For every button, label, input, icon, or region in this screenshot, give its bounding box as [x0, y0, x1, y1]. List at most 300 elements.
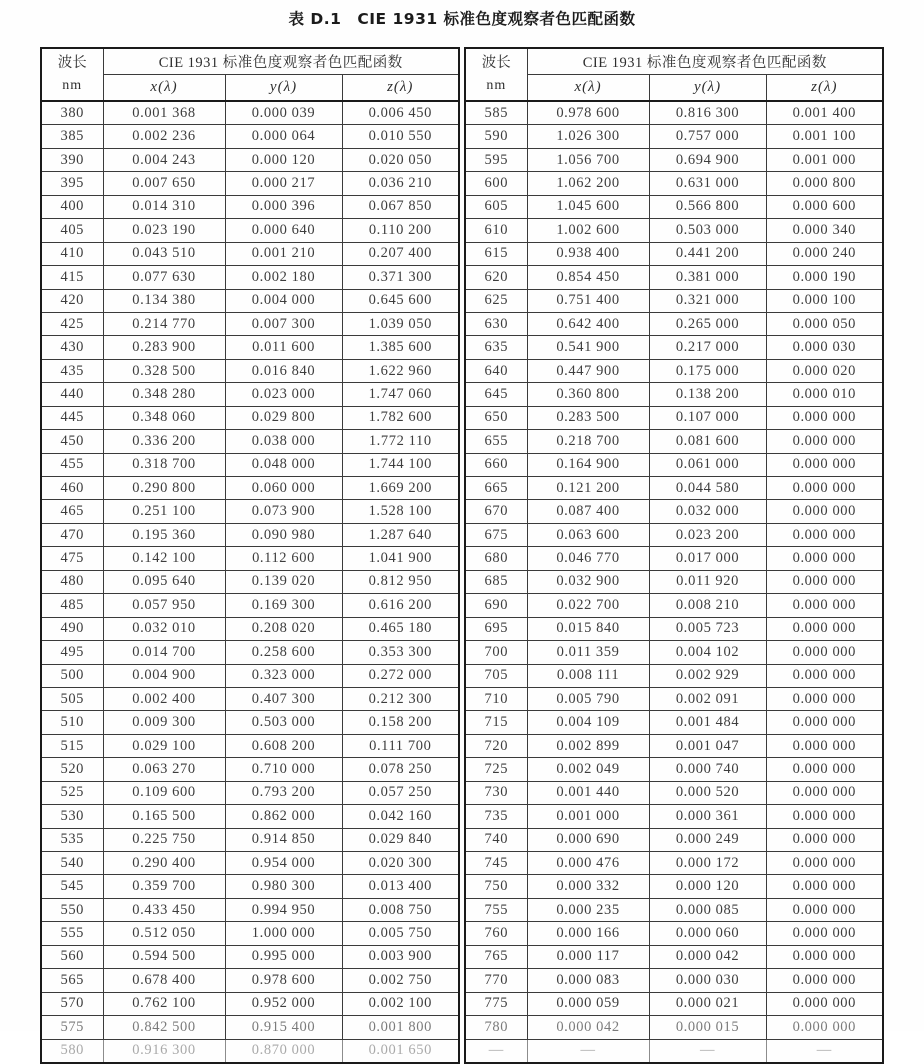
table-row: [465, 242, 883, 265]
value-cell: 0.044 580: [649, 477, 766, 500]
value-cell: 0.541 900: [527, 336, 649, 359]
table-row: [465, 125, 883, 148]
value-cell: 0.195 360: [103, 523, 225, 546]
wavelength-cell: 720: [465, 734, 527, 757]
value-cell: 0.251 100: [103, 500, 225, 523]
value-cell: 0.004 900: [103, 664, 225, 687]
value-cell: 0.020 300: [342, 852, 459, 875]
value-cell: 0.000 690: [527, 828, 649, 851]
table-row: [41, 781, 459, 804]
wavelength-label: 波长: [57, 55, 87, 72]
wavelength-cell: 755: [465, 898, 527, 921]
table-row: [41, 922, 459, 945]
table-row: [41, 406, 459, 429]
value-cell: 0.381 000: [649, 266, 766, 289]
value-cell: 0.000 000: [766, 547, 883, 570]
wavelength-cell: 580: [41, 1039, 103, 1063]
value-cell: 0.000 240: [766, 242, 883, 265]
value-cell: 0.000 120: [225, 148, 342, 171]
value-cell: 0.000 050: [766, 312, 883, 335]
value-cell: 0.000 249: [649, 828, 766, 851]
table-row: [465, 875, 883, 898]
table-row: [41, 219, 459, 242]
wavelength-cell: 540: [41, 852, 103, 875]
x-lambda-header: x(λ): [527, 75, 649, 102]
value-cell: 0.000 190: [766, 266, 883, 289]
value-cell: 0.360 800: [527, 383, 649, 406]
wavelength-cell: 510: [41, 711, 103, 734]
value-cell: 1.026 300: [527, 125, 649, 148]
wavelength-cell: 560: [41, 945, 103, 968]
value-cell: 0.000 000: [766, 922, 883, 945]
table-row: [41, 312, 459, 335]
table-row: [465, 148, 883, 171]
table-row: [41, 641, 459, 664]
value-cell: 0.001 400: [766, 101, 883, 125]
value-cell: 0.023 200: [649, 523, 766, 546]
table-row: [41, 477, 459, 500]
value-cell: 1.287 640: [342, 523, 459, 546]
value-cell: 0.594 500: [103, 945, 225, 968]
wavelength-cell: 770: [465, 969, 527, 992]
value-cell: 0.938 400: [527, 242, 649, 265]
page-title: 表 D.1 CIE 1931 标准色度观察者色匹配函数: [288, 10, 636, 28]
value-cell: 0.212 300: [342, 687, 459, 710]
value-cell: 0.000 120: [649, 875, 766, 898]
table-header-left: [41, 48, 459, 101]
value-cell: 0.000 217: [225, 172, 342, 195]
wavelength-cell: 430: [41, 336, 103, 359]
value-cell: 0.000 332: [527, 875, 649, 898]
table-row: [465, 1016, 883, 1039]
wavelength-cell: 660: [465, 453, 527, 476]
wavelength-cell: 665: [465, 477, 527, 500]
value-cell: 0.000 060: [649, 922, 766, 945]
y-lambda-header: y(λ): [649, 75, 766, 102]
value-cell: 0.017 000: [649, 547, 766, 570]
value-cell: 0.353 300: [342, 641, 459, 664]
wavelength-cell: 390: [41, 148, 103, 171]
wavelength-cell: 420: [41, 289, 103, 312]
wavelength-cell: 505: [41, 687, 103, 710]
value-cell: 0.057 250: [342, 781, 459, 804]
value-cell: 0.000 600: [766, 195, 883, 218]
value-cell: 0.002 899: [527, 734, 649, 757]
value-cell: 0.218 700: [527, 430, 649, 453]
value-cell: 0.348 060: [103, 406, 225, 429]
value-cell: 0.710 000: [225, 758, 342, 781]
value-cell: 0.121 200: [527, 477, 649, 500]
value-cell: 0.000 030: [649, 969, 766, 992]
value-cell: 0.328 500: [103, 359, 225, 382]
value-cell: 0.016 840: [225, 359, 342, 382]
value-cell: 0.290 800: [103, 477, 225, 500]
table-row: [41, 125, 459, 148]
value-cell: 0.014 310: [103, 195, 225, 218]
value-cell: 0.214 770: [103, 312, 225, 335]
value-cell: 0.005 790: [527, 687, 649, 710]
value-cell: 0.139 020: [225, 570, 342, 593]
value-cell: 0.109 600: [103, 781, 225, 804]
table-row: [465, 289, 883, 312]
table-row: [465, 406, 883, 429]
wavelength-cell: 650: [465, 406, 527, 429]
value-cell: 0.915 400: [225, 1016, 342, 1039]
value-cell: 0.994 950: [225, 898, 342, 921]
table-row: [41, 828, 459, 851]
value-cell: 0.433 450: [103, 898, 225, 921]
value-cell: 0.111 700: [342, 734, 459, 757]
wavelength-cell: 740: [465, 828, 527, 851]
value-cell: 0.009 300: [103, 711, 225, 734]
value-cell: 0.011 359: [527, 641, 649, 664]
value-cell: 0.000 000: [766, 875, 883, 898]
value-cell: 0.000 476: [527, 852, 649, 875]
value-cell: 0.043 510: [103, 242, 225, 265]
wavelength-cell: 495: [41, 641, 103, 664]
value-cell: 0.000 000: [766, 453, 883, 476]
table-row: [465, 617, 883, 640]
value-cell: 1.747 060: [342, 383, 459, 406]
wavelength-cell: 475: [41, 547, 103, 570]
value-cell: 0.000 000: [766, 734, 883, 757]
value-cell: 0.608 200: [225, 734, 342, 757]
value-cell: 0.063 600: [527, 523, 649, 546]
value-cell: 0.046 770: [527, 547, 649, 570]
wavelength-cell: 695: [465, 617, 527, 640]
value-cell: 0.165 500: [103, 805, 225, 828]
value-cell: 0.762 100: [103, 992, 225, 1015]
value-cell: 0.225 750: [103, 828, 225, 851]
value-cell: 0.914 850: [225, 828, 342, 851]
value-cell: 0.321 000: [649, 289, 766, 312]
value-cell: 0.001 368: [103, 101, 225, 125]
table-row: [41, 547, 459, 570]
value-cell: 0.107 000: [649, 406, 766, 429]
value-cell: 0.001 210: [225, 242, 342, 265]
table-row: [465, 195, 883, 218]
table-row: [41, 289, 459, 312]
wavelength-cell: 675: [465, 523, 527, 546]
value-cell: 0.000 000: [766, 992, 883, 1015]
value-cell: 0.001 440: [527, 781, 649, 804]
wavelength-cell: 710: [465, 687, 527, 710]
table-row: [41, 1016, 459, 1039]
wavelength-cell: 485: [41, 594, 103, 617]
value-cell: 0.812 950: [342, 570, 459, 593]
table-row: [465, 594, 883, 617]
wavelength-cell: 575: [41, 1016, 103, 1039]
wavelength-cell: 570: [41, 992, 103, 1015]
value-cell: 0.283 900: [103, 336, 225, 359]
value-cell: 0.862 000: [225, 805, 342, 828]
value-cell: 0.323 000: [225, 664, 342, 687]
value-cell: 0.870 000: [225, 1039, 342, 1063]
value-cell: 0.002 180: [225, 266, 342, 289]
wavelength-cell: 760: [465, 922, 527, 945]
value-cell: 0.142 100: [103, 547, 225, 570]
value-cell: 0.000 000: [766, 570, 883, 593]
table-row: [465, 500, 883, 523]
wavelength-cell: 450: [41, 430, 103, 453]
value-cell: 0.000 000: [766, 687, 883, 710]
value-cell: 1.041 900: [342, 547, 459, 570]
value-cell: 0.000 000: [766, 805, 883, 828]
table-row: [465, 312, 883, 335]
table-row: [41, 687, 459, 710]
table-row: [41, 430, 459, 453]
value-cell: 0.002 750: [342, 969, 459, 992]
table-row: [465, 430, 883, 453]
table-row: [465, 266, 883, 289]
table-row: [41, 875, 459, 898]
value-cell: 0.631 000: [649, 172, 766, 195]
value-cell: 0.000 000: [766, 430, 883, 453]
wavelength-cell: 565: [41, 969, 103, 992]
value-cell: 0.000 117: [527, 945, 649, 968]
value-cell: 1.744 100: [342, 453, 459, 476]
value-cell: 0.013 400: [342, 875, 459, 898]
value-cell: 0.000 064: [225, 125, 342, 148]
value-cell: 0.005 750: [342, 922, 459, 945]
table-row: [41, 805, 459, 828]
wavelength-cell: 610: [465, 219, 527, 242]
value-cell: 0.048 000: [225, 453, 342, 476]
wavelength-cell: 555: [41, 922, 103, 945]
wavelength-cell: 700: [465, 641, 527, 664]
value-cell: 0.842 500: [103, 1016, 225, 1039]
value-cell: 1.056 700: [527, 148, 649, 171]
table-row: [41, 101, 459, 125]
value-cell: 0.164 900: [527, 453, 649, 476]
table-row: [41, 336, 459, 359]
value-cell: 0.000 020: [766, 359, 883, 382]
table-row: [465, 219, 883, 242]
table-row: [465, 1039, 883, 1063]
table-row: [465, 453, 883, 476]
value-cell: 0.336 200: [103, 430, 225, 453]
value-cell: 0.503 000: [649, 219, 766, 242]
value-cell: 0.000 000: [766, 852, 883, 875]
value-cell: 0.011 600: [225, 336, 342, 359]
wavelength-cell: 400: [41, 195, 103, 218]
wavelength-cell: 595: [465, 148, 527, 171]
table-row: [465, 570, 883, 593]
value-cell: 0.000 000: [766, 898, 883, 921]
table-row: [41, 242, 459, 265]
table-row: [41, 852, 459, 875]
x-lambda-header: x(λ): [103, 75, 225, 102]
wavelength-cell: 380: [41, 101, 103, 125]
table-row: [465, 664, 883, 687]
value-cell: 0.029 100: [103, 734, 225, 757]
table-row: [41, 359, 459, 382]
value-cell: 0.015 840: [527, 617, 649, 640]
wavelength-cell: 585: [465, 101, 527, 125]
value-cell: 0.000 000: [766, 523, 883, 546]
wavelength-cell: 440: [41, 383, 103, 406]
wavelength-cell: 725: [465, 758, 527, 781]
value-cell: 0.001 484: [649, 711, 766, 734]
value-cell: 0.512 050: [103, 922, 225, 945]
value-cell: 0.793 200: [225, 781, 342, 804]
value-cell: 0.073 900: [225, 500, 342, 523]
value-cell: 0.004 243: [103, 148, 225, 171]
value-cell: 0.207 400: [342, 242, 459, 265]
value-cell: 0.020 050: [342, 148, 459, 171]
value-cell: 0.057 950: [103, 594, 225, 617]
value-cell: 0.916 300: [103, 1039, 225, 1063]
value-cell: 0.447 900: [527, 359, 649, 382]
wavelength-cell: 465: [41, 500, 103, 523]
value-cell: 0.011 920: [649, 570, 766, 593]
value-cell: 0.001 800: [342, 1016, 459, 1039]
wavelength-cell: 620: [465, 266, 527, 289]
table-row: [41, 664, 459, 687]
value-cell: 0.000 361: [649, 805, 766, 828]
value-cell: 0.678 400: [103, 969, 225, 992]
value-cell: 0.751 400: [527, 289, 649, 312]
table-row: [465, 687, 883, 710]
value-cell: 0.616 200: [342, 594, 459, 617]
value-cell: 0.000 000: [766, 594, 883, 617]
value-cell: 0.000 396: [225, 195, 342, 218]
table-row: [41, 945, 459, 968]
wavelength-cell: 550: [41, 898, 103, 921]
value-cell: 0.000 030: [766, 336, 883, 359]
value-cell: 0.000 166: [527, 922, 649, 945]
table-row: [465, 477, 883, 500]
wavelength-cell: 480: [41, 570, 103, 593]
value-cell: 0.000 100: [766, 289, 883, 312]
value-cell: 0.645 600: [342, 289, 459, 312]
table-row: [41, 992, 459, 1015]
value-cell: 0.980 300: [225, 875, 342, 898]
wavelength-cell: 405: [41, 219, 103, 242]
wavelength-cell: 645: [465, 383, 527, 406]
table-row: [465, 758, 883, 781]
table-row: [41, 523, 459, 546]
value-cell: 0.005 723: [649, 617, 766, 640]
value-cell: 0.007 300: [225, 312, 342, 335]
value-cell: 0.007 650: [103, 172, 225, 195]
table-row: [465, 523, 883, 546]
wavelength-cell: 750: [465, 875, 527, 898]
value-cell: 0.566 800: [649, 195, 766, 218]
value-cell: 0.000 000: [766, 1016, 883, 1039]
value-cell: 0.000 000: [766, 641, 883, 664]
wavelength-cell: 385: [41, 125, 103, 148]
cmf-table-right: [464, 47, 884, 1064]
z-lambda-header: z(λ): [766, 75, 883, 102]
value-cell: 0.407 300: [225, 687, 342, 710]
value-cell: 1.782 600: [342, 406, 459, 429]
value-cell: 0.000 021: [649, 992, 766, 1015]
value-cell: 0.000 000: [766, 406, 883, 429]
value-cell: 0.000 340: [766, 219, 883, 242]
value-cell: 0.002 400: [103, 687, 225, 710]
value-cell: 0.000 000: [766, 828, 883, 851]
wavelength-cell: 635: [465, 336, 527, 359]
table-row: [465, 805, 883, 828]
z-lambda-header: z(λ): [342, 75, 459, 102]
value-cell: 0.816 300: [649, 101, 766, 125]
value-cell: 0.087 400: [527, 500, 649, 523]
value-cell: 1.385 600: [342, 336, 459, 359]
value-cell: 0.061 000: [649, 453, 766, 476]
value-cell: 0.000 000: [766, 758, 883, 781]
value-cell: —: [766, 1039, 883, 1063]
value-cell: 0.029 840: [342, 828, 459, 851]
value-cell: —: [527, 1039, 649, 1063]
value-cell: 0.000 000: [766, 781, 883, 804]
value-cell: 0.078 250: [342, 758, 459, 781]
value-cell: 0.008 210: [649, 594, 766, 617]
value-cell: 0.000 010: [766, 383, 883, 406]
value-cell: 0.158 200: [342, 711, 459, 734]
value-cell: 0.010 550: [342, 125, 459, 148]
value-cell: 0.032 900: [527, 570, 649, 593]
value-cell: 0.348 280: [103, 383, 225, 406]
wavelength-unit: nm: [486, 77, 507, 93]
wavelength-cell: 525: [41, 781, 103, 804]
value-cell: 0.002 091: [649, 687, 766, 710]
wavelength-cell: 625: [465, 289, 527, 312]
value-cell: 0.000 083: [527, 969, 649, 992]
value-cell: 0.000 059: [527, 992, 649, 1015]
value-cell: 0.954 000: [225, 852, 342, 875]
wavelength-cell: 705: [465, 664, 527, 687]
table-row: [465, 734, 883, 757]
value-cell: 1.622 960: [342, 359, 459, 382]
table-header-right: [465, 48, 883, 101]
wavelength-label: 波长: [481, 55, 511, 72]
value-cell: 0.000 800: [766, 172, 883, 195]
wavelength-cell: 690: [465, 594, 527, 617]
value-cell: 0.000 015: [649, 1016, 766, 1039]
value-cell: 0.000 000: [766, 617, 883, 640]
table-row: [465, 336, 883, 359]
wavelength-cell: 745: [465, 852, 527, 875]
table-row: [465, 992, 883, 1015]
wavelength-cell: 500: [41, 664, 103, 687]
wavelength-unit: nm: [62, 77, 83, 93]
wavelength-cell: 435: [41, 359, 103, 382]
wavelength-cell: 460: [41, 477, 103, 500]
value-cell: 0.002 236: [103, 125, 225, 148]
value-cell: 0.000 000: [766, 477, 883, 500]
value-cell: 0.004 109: [527, 711, 649, 734]
value-cell: 0.036 210: [342, 172, 459, 195]
value-cell: 0.642 400: [527, 312, 649, 335]
wavelength-cell: 415: [41, 266, 103, 289]
value-cell: 0.000 042: [527, 1016, 649, 1039]
value-cell: 0.000 000: [766, 711, 883, 734]
value-cell: 1.528 100: [342, 500, 459, 523]
table-row: [465, 711, 883, 734]
value-cell: 0.023 000: [225, 383, 342, 406]
value-cell: 1.772 110: [342, 430, 459, 453]
value-cell: 0.004 102: [649, 641, 766, 664]
value-cell: 1.002 600: [527, 219, 649, 242]
wavelength-cell: 520: [41, 758, 103, 781]
value-cell: 0.134 380: [103, 289, 225, 312]
value-cell: 0.000 235: [527, 898, 649, 921]
value-cell: 0.008 111: [527, 664, 649, 687]
wavelength-header: [41, 48, 103, 101]
cmf-tables-container: [40, 47, 884, 1064]
value-cell: 1.039 050: [342, 312, 459, 335]
